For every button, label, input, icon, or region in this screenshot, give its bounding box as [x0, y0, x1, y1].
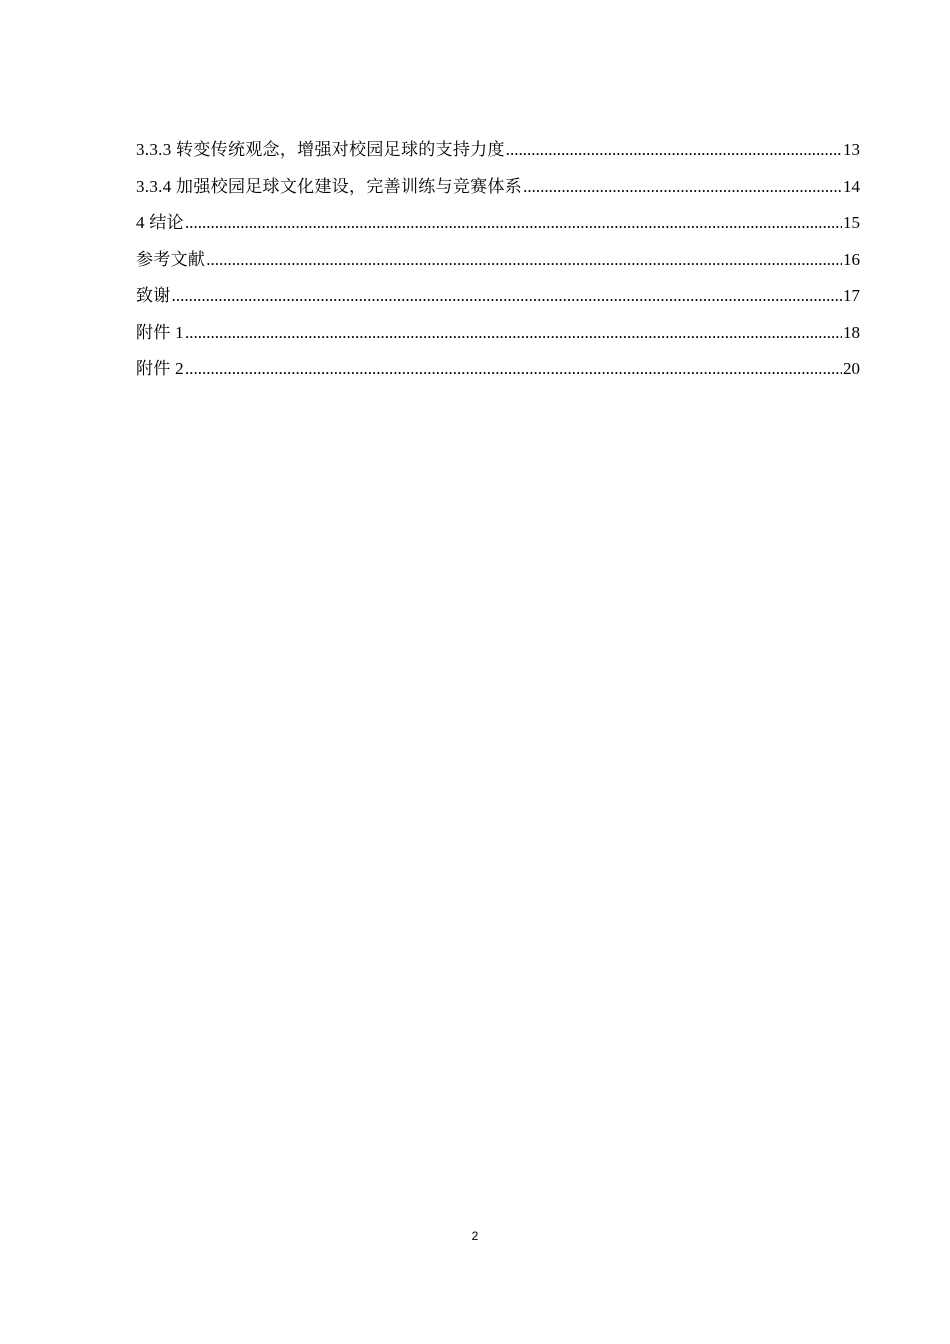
toc-entry-page: 18 [843, 322, 860, 342]
toc-dot-leader [185, 210, 842, 236]
toc-dot-leader [185, 320, 842, 346]
toc-entry-references[interactable] [136, 247, 860, 284]
toc-dot-leader [506, 137, 842, 163]
toc-entry-title: 3.3.4 加强校园足球文化建设，完善训练与竞赛体系 [136, 176, 523, 196]
toc-entry-page: 16 [843, 249, 860, 269]
toc-entry-title: 3.3.3 转变传统观念，增强对校园足球的支持力度 [136, 140, 505, 159]
toc-dot-leader [523, 174, 842, 200]
toc-entry-title: 4 结论 [136, 213, 184, 232]
toc-entry-acknowledgements[interactable] [136, 283, 860, 320]
toc-entry-page: 20 [843, 359, 860, 378]
toc-entry-page: 13 [843, 140, 860, 159]
table-of-contents [136, 137, 860, 393]
toc-entry-page: 17 [843, 286, 860, 305]
toc-entry-page: 14 [843, 176, 860, 196]
toc-dot-leader [185, 356, 842, 382]
toc-entry-title: 参考文献 [136, 249, 206, 269]
toc-entry-title: 附件 2 [136, 359, 184, 378]
toc-entry-appendix-2[interactable] [136, 356, 860, 393]
toc-entry-title: 致谢 [136, 286, 171, 305]
toc-dot-leader [206, 247, 842, 273]
toc-entry-title: 附件 1 [136, 322, 184, 342]
toc-entry-page: 15 [843, 213, 860, 232]
toc-entry-appendix-1[interactable] [136, 320, 860, 357]
page-number: 2 [471, 1229, 479, 1243]
toc-dot-leader [172, 283, 842, 309]
toc-entry-3-3-3[interactable] [136, 137, 860, 174]
toc-entry-conclusion[interactable] [136, 210, 860, 247]
toc-entry-3-3-4[interactable] [136, 174, 860, 211]
